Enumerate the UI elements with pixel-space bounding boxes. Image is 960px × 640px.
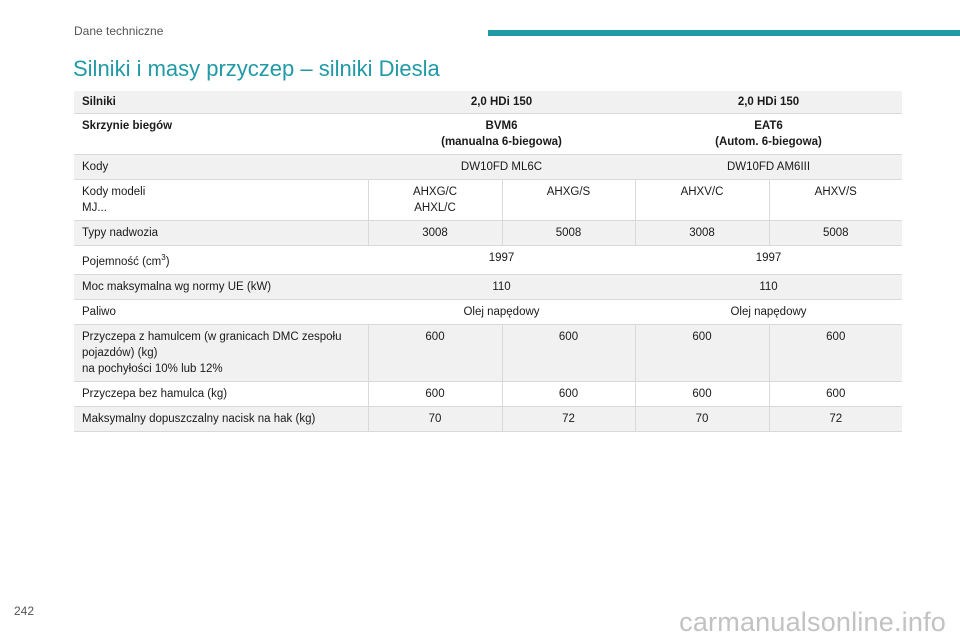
cell-value: 600 [635,381,769,406]
row-label: Skrzynie biegów [74,114,368,155]
label-line: Przyczepa z hamulcem (w granicach DMC zespołu [82,330,342,343]
cell-value [635,114,902,155]
section-label: Dane techniczne [74,24,164,38]
row-label [74,324,368,381]
label-line: Kody modeli [82,186,146,198]
row-codes [74,155,902,180]
label-line: MJ... [82,202,107,214]
row-braked-trailer [74,324,902,381]
cell-value: 5008 [502,221,635,246]
cell-value: AHXV/C [635,180,769,221]
row-hitch-load [74,406,902,431]
label-line: pojazdów) (kg) [82,346,158,359]
model-code: AHXL/C [414,202,456,214]
label-text: ) [165,255,170,268]
cell-value: 600 [769,381,902,406]
label-line: na pochyłości 10% lub 12% [82,362,223,375]
cell-value: Olej napędowy [635,299,902,324]
row-gearboxes [74,114,902,155]
cell-value: 3008 [635,221,769,246]
row-body-types [74,221,902,246]
row-label: Silniki [74,91,368,114]
cell-value: 5008 [769,221,902,246]
cell-value: 1997 [368,246,635,275]
gearbox-desc: (Autom. 6-biegowa) [715,136,822,148]
row-fuel [74,299,902,324]
cell-value: 2,0 HDi 150 [635,91,902,114]
cell-value: AHXG/S [502,180,635,221]
row-model-codes [74,180,902,221]
engine-trailer-table [74,91,902,432]
cell-value: 70 [368,406,502,431]
cell-value: 600 [368,324,502,381]
watermark: carmanualsonline.info [679,607,946,637]
cell-value: Olej napędowy [368,299,635,324]
model-code: AHXG/C [412,186,458,198]
row-label: Maksymalny dopuszczalny nacisk na hak (kg) [74,406,368,431]
row-label: Moc maksymalna wg normy UE (kW) [74,274,368,299]
row-label: Typy nadwozia [74,221,368,246]
row-label [74,246,368,275]
cell-value: 72 [769,406,902,431]
cell-value: 72 [502,406,635,431]
row-label: Przyczepa bez hamulca (kg) [74,381,368,406]
cell-value: DW10FD AM6III [635,155,902,180]
label-sup: 3 [161,253,166,262]
row-unbraked-trailer [74,381,902,406]
cell-value: 110 [368,274,635,299]
cell-value: DW10FD ML6C [368,155,635,180]
row-label [74,180,368,221]
row-capacity [74,246,902,275]
cell-value: 110 [635,274,902,299]
cell-value: 600 [368,381,502,406]
page-title: Silniki i masy przyczep – silniki Diesla [73,56,440,81]
cell-value: 70 [635,406,769,431]
gearbox-name: BVM6 [485,120,518,132]
cell-value: 3008 [368,221,502,246]
gearbox-name: EAT6 [754,120,783,132]
row-power [74,274,902,299]
cell-value: 600 [502,381,635,406]
row-label: Kody [74,155,368,180]
cell-value [368,180,502,221]
row-engines [74,91,902,114]
page-number: 242 [14,604,35,618]
cell-value: 600 [769,324,902,381]
cell-value: 2,0 HDi 150 [368,91,635,114]
cell-value: 600 [502,324,635,381]
gearbox-desc: (manualna 6-biegowa) [441,136,562,148]
header-accent-bar [488,30,960,36]
cell-value: 600 [635,324,769,381]
row-label: Paliwo [74,299,368,324]
cell-value [368,114,635,155]
label-text: Pojemność (cm [82,255,162,268]
cell-value: AHXV/S [769,180,902,221]
cell-value: 1997 [635,246,902,275]
